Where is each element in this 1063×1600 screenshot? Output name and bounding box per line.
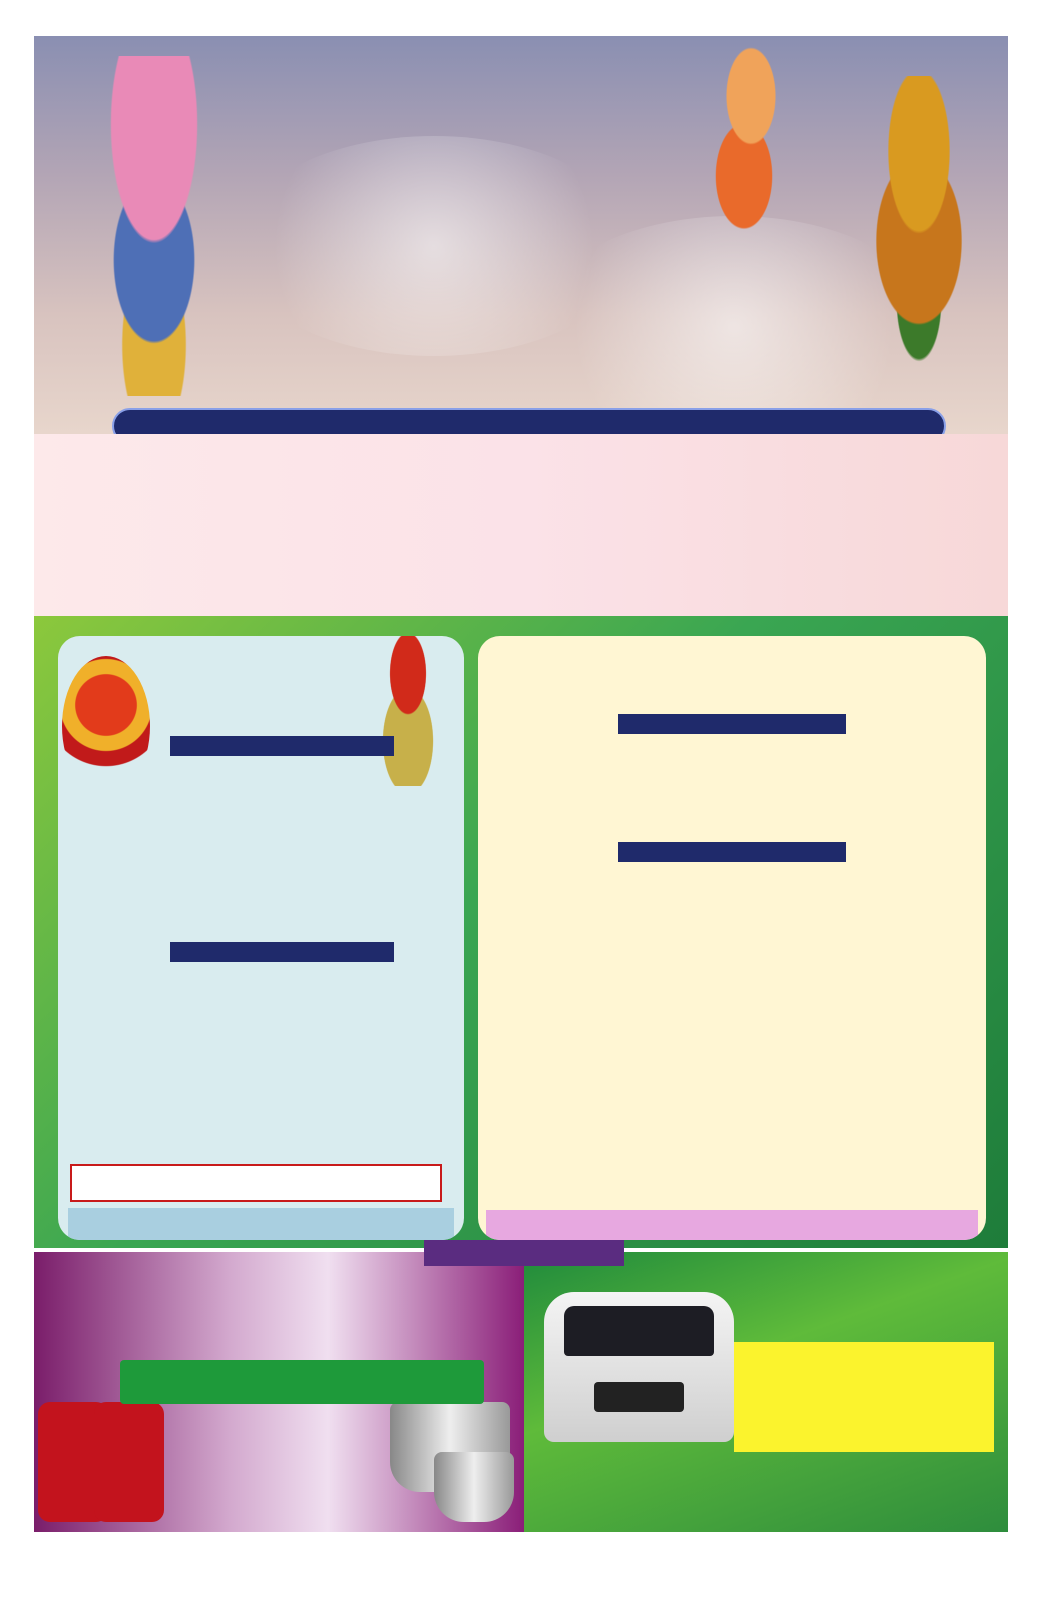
theyyam-dancer-image <box>358 636 458 786</box>
festival-program-panel <box>478 636 986 1240</box>
vamana-image <box>674 46 814 246</box>
luca-ad <box>524 1252 1008 1532</box>
programs-section <box>34 616 1008 1248</box>
thanal-ad <box>34 1252 524 1532</box>
poster <box>34 36 1008 1532</box>
date-heading <box>170 736 394 756</box>
vessel-image <box>434 1452 514 1522</box>
date-heading <box>618 842 846 862</box>
header-banner <box>34 36 1008 434</box>
van-windshield <box>564 1306 714 1356</box>
date-heading <box>618 714 846 734</box>
ayyappa-image <box>834 76 1004 376</box>
kaliyattam-note <box>68 1208 454 1240</box>
greetings-banner <box>424 1240 624 1266</box>
van-grill <box>594 1382 684 1412</box>
invitation-letter <box>34 434 1008 616</box>
parathaliyamma-procession <box>70 1164 442 1202</box>
luca-brand-box <box>734 1342 994 1452</box>
thanal-subtitle <box>120 1360 484 1404</box>
date-heading <box>170 942 394 962</box>
vishnu-image <box>54 56 254 396</box>
kaliyattam-panel <box>58 636 464 1240</box>
festival-note <box>486 1210 978 1240</box>
van-image <box>544 1292 734 1442</box>
chair-image <box>94 1402 164 1522</box>
theyyam-image <box>62 656 150 796</box>
